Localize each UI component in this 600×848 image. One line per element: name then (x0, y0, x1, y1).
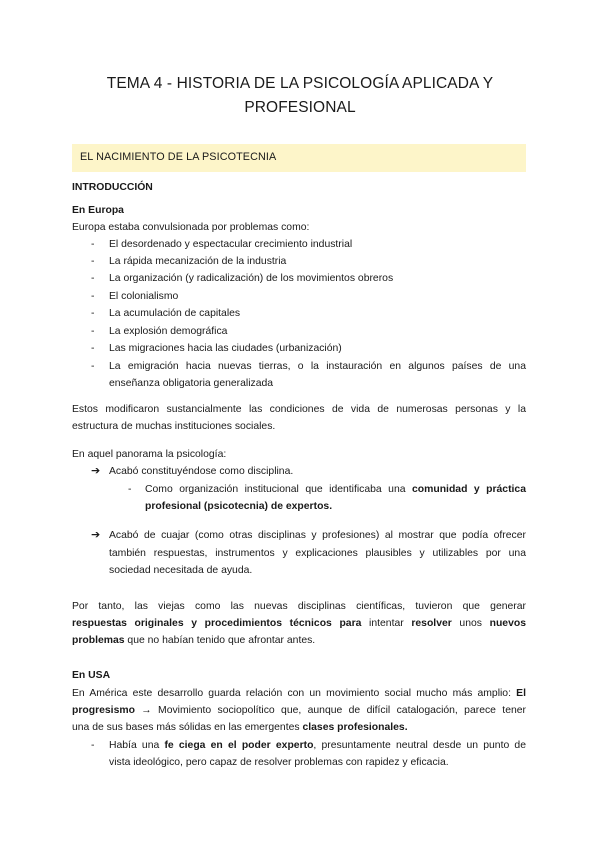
list-dash: - (91, 740, 95, 751)
arrow-item: Acabó constituyéndose como disciplina. (109, 466, 294, 477)
paragraph-line: problemas que no habían tenido que afrontar antes. (72, 635, 316, 646)
list-item: La organización (y radicalización) de los movimientos obreros (109, 273, 394, 284)
arrow-bullet-icon: ➔ (91, 465, 101, 477)
europe-heading: En Europa (72, 205, 124, 216)
title-line-2: PROFESIONAL (244, 99, 356, 116)
list-dash: - (91, 239, 95, 250)
paragraph-line: Estos modificaron sustancialmente las condiciones de vida de numerosas personas y la (72, 404, 526, 415)
list-item-continuation: enseñanza obligatoria generalizada (109, 378, 274, 389)
arrow-bullet-icon: ➔ (91, 529, 101, 541)
paragraph-line: Por tanto, las viejas como las nuevas disciplinas científicas, tuvieron que generar (72, 601, 526, 612)
list-dash: - (91, 256, 95, 267)
usa-heading: En USA (72, 670, 111, 681)
arrow-item-line: también respuestas, instrumentos y explicaciones plausibles y utilizables por una (109, 548, 526, 559)
list-dash: - (91, 343, 95, 354)
list-item: El colonialismo (109, 291, 179, 302)
intro-heading: INTRODUCCIÓN (72, 182, 153, 193)
list-item: La acumulación de capitales (109, 308, 241, 319)
sub-item-line: profesional (psicotecnia) de expertos. (145, 501, 333, 512)
section-banner (72, 144, 526, 172)
arrow-item-line: sociedad necesitada de ayuda. (109, 565, 253, 576)
list-dash: - (91, 273, 95, 284)
list-item: La emigración hacia nuevas tierras, o la instauración en algunos países de una (109, 361, 526, 372)
list-dash: - (91, 326, 95, 337)
panorama-text: En aquel panorama la psicología: (72, 449, 227, 460)
list-item-continuation: vista ideológico, pero capaz de resolver problemas con rapidez y eficacia. (109, 757, 449, 768)
list-dash: - (91, 308, 95, 319)
list-item: Las migraciones hacia las ciudades (urbanización) (109, 343, 342, 354)
paragraph-line: progresismo → Movimiento sociopolítico que, aunque de difícil catalogación, parece tener (72, 705, 526, 716)
list-dash: - (91, 361, 95, 372)
list-item: Había una fe ciega en el poder experto, presuntamente neutral desde un punto de (109, 740, 526, 751)
list-dash: - (128, 484, 132, 495)
list-item: El desordenado y espectacular crecimiento industrial (109, 239, 353, 250)
paragraph-line: estructura de muchas instituciones sociales. (72, 421, 276, 432)
list-dash: - (91, 291, 95, 302)
sub-item-line: Como organización institucional que identificaba una comunidad y práctica (145, 484, 526, 495)
list-item: La rápida mecanización de la industria (109, 256, 287, 267)
page-title (80, 72, 520, 120)
title-line-1: TEMA 4 - HISTORIA DE LA PSICOLOGÍA APLICADA Y (106, 75, 494, 92)
arrow-item-line: Acabó de cuajar (como otras disciplinas y profesiones) al mostrar que podía ofrecer (109, 530, 526, 541)
section-banner-title: EL NACIMIENTO DE LA PSICOTECNIA (80, 151, 277, 163)
paragraph-line: respuestas originales y procedimientos técnicos para intentar resolver unos nuevos (72, 618, 526, 629)
paragraph-line: una de sus bases más sólidas en las emergentes clases profesionales. (72, 722, 408, 733)
paragraph-line: En América este desarrollo guarda relación con un movimiento social mucho más amplio: El (72, 688, 526, 699)
list-item: La explosión demográfica (109, 326, 228, 337)
europe-lead: Europa estaba convulsionada por problemas como: (72, 222, 310, 233)
